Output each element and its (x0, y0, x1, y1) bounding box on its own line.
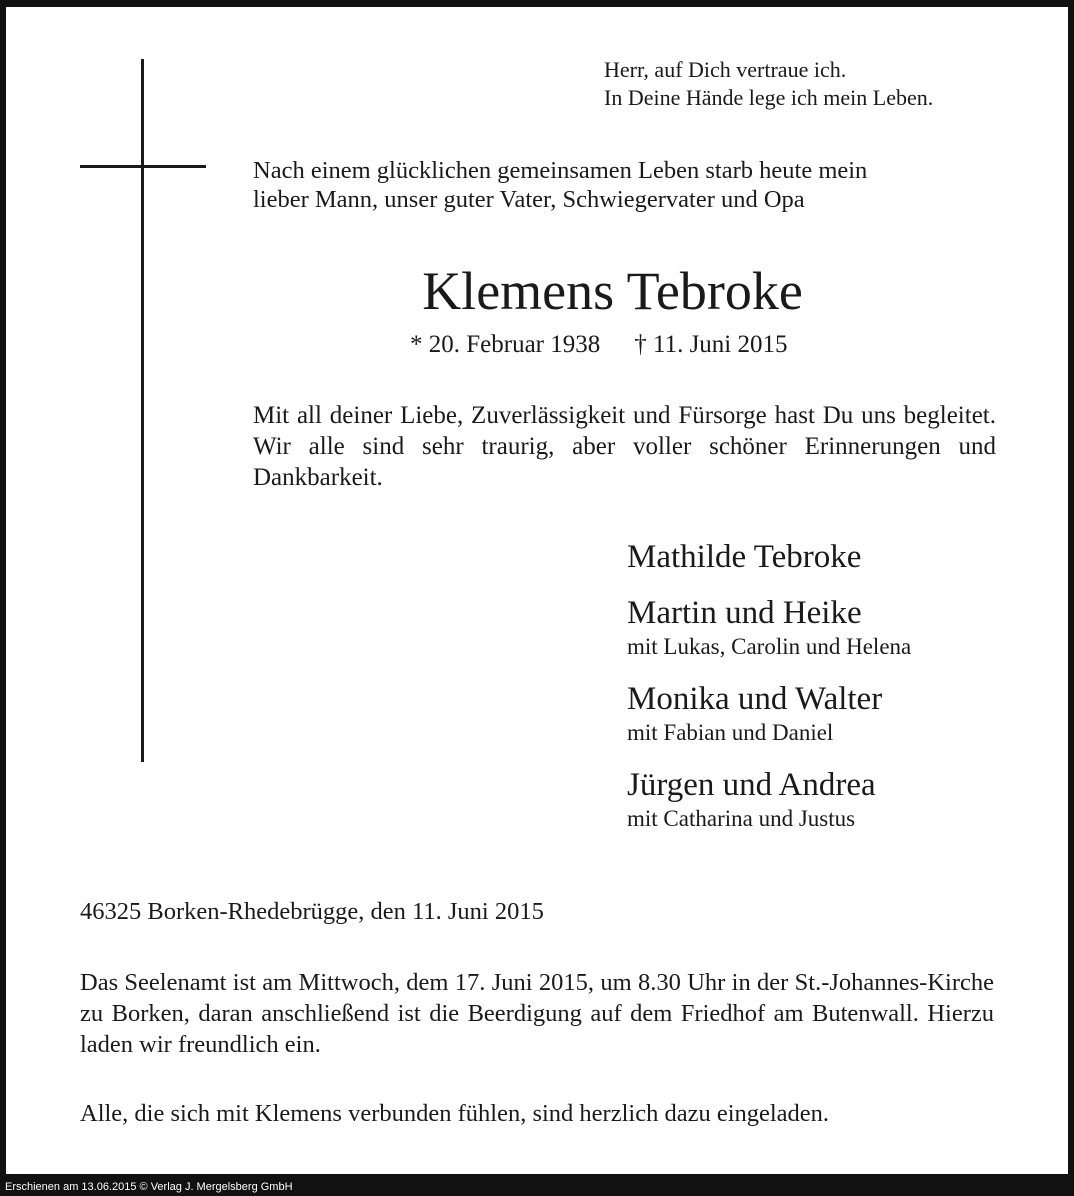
verse-line: In Deine Hände lege ich mein Leben. (604, 85, 934, 110)
verse-line: Herr, auf Dich vertraue ich. (604, 57, 847, 82)
family-member (627, 537, 911, 577)
family-member-name: Martin und Heike (627, 595, 862, 631)
family-member (627, 765, 911, 833)
intro-text (253, 156, 996, 214)
cross-horizontal-bar (80, 165, 206, 168)
family-member (627, 679, 911, 747)
intro-line: Nach einem glücklichen gemeinsamen Leben starb heute mein (253, 157, 868, 184)
deceased-name: Klemens Tebroke (422, 261, 803, 321)
publication-footer: Erschienen am 13.06.2015 © Verlag J. Mergelsberg GmbH (5, 1181, 293, 1193)
intro-line: lieber Mann, unser guter Vater, Schwiegervater und Opa (253, 186, 805, 213)
family-member-name: Mathilde Tebroke (627, 539, 862, 575)
farewell-message: Mit all deiner Liebe, Zuverlässigkeit und Fürsorge hast Du uns begleitet. Wir alle sind sehr traurig, aber voller schöner Erinnerungen und Dankbarkeit. (253, 402, 996, 491)
invitation-text: Alle, die sich mit Klemens verbunden fühlen, sind herzlich dazu eingeladen. (80, 1100, 830, 1127)
bible-verse (604, 56, 933, 112)
family-list (627, 537, 911, 851)
family-member-children: mit Fabian und Daniel (627, 720, 834, 745)
place-and-date: 46325 Borken-Rhedebrügge, den 11. Juni 2015 (80, 898, 544, 925)
family-member (627, 593, 911, 661)
funeral-service-info: Das Seelenamt ist am Mittwoch, dem 17. Juni 2015, um 8.30 Uhr in der St.-Johannes-Kirche zu Borken, daran anschließend ist die Beerdigung auf dem Friedhof am Butenwall. Hierzu laden wir freundlich ein. (80, 969, 994, 1058)
birth-date: * 20. Februar 1938 (410, 331, 601, 358)
family-member-children: mit Lukas, Carolin und Helena (627, 634, 912, 659)
family-member-name: Monika und Walter (627, 681, 883, 717)
life-dates (410, 330, 788, 360)
family-member-name: Jürgen und Andrea (627, 767, 876, 803)
death-date: † 11. Juni 2015 (634, 331, 788, 358)
family-member-children: mit Catharina und Justus (627, 806, 856, 831)
